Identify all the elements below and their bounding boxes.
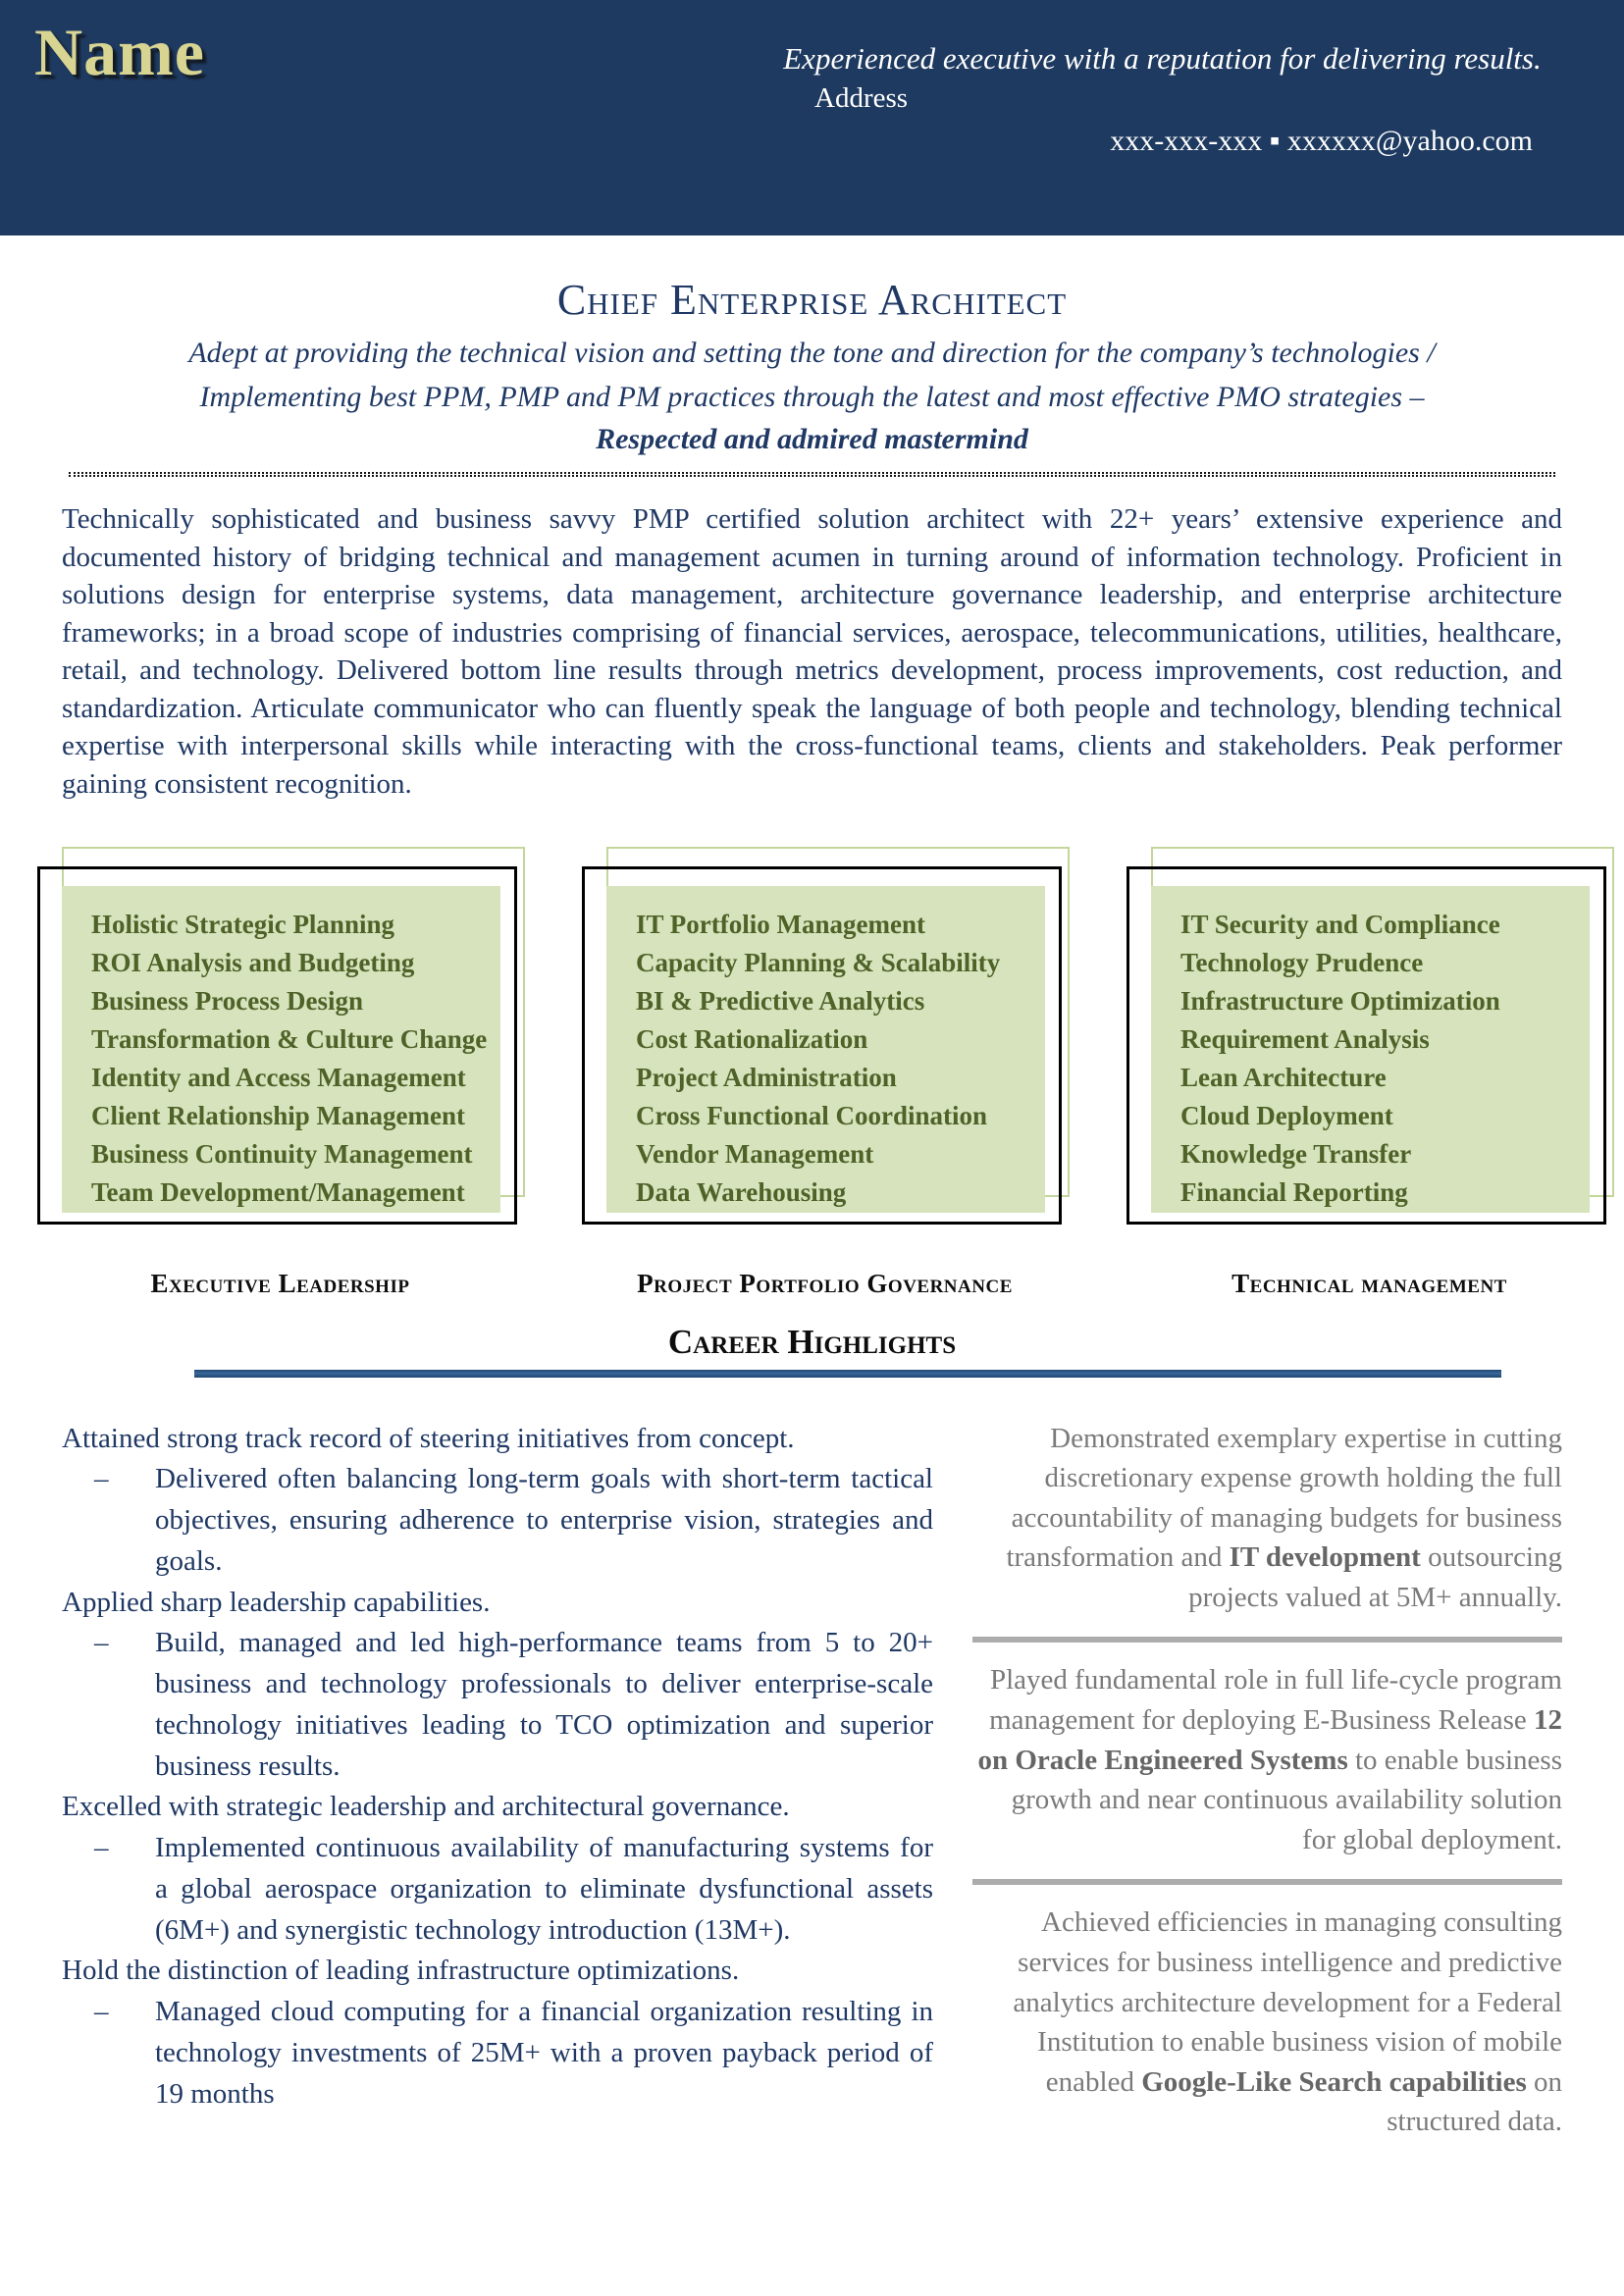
skill-list-panel xyxy=(606,886,1045,1213)
career-bullet-text: Implemented continuous availability of manufacturing systems for a global aerospace organization to eliminate dysfunctional assets (6M+) and synergistic technology introduction (13M+). xyxy=(155,1832,933,1946)
body-text: to enable business growth and near continuous availability solution for global deployment. xyxy=(1011,1744,1562,1855)
skill-item: Business Continuity Management xyxy=(91,1139,473,1170)
skill-list-panel xyxy=(62,886,500,1213)
skill-item: Holistic Strategic Planning xyxy=(91,909,394,939)
skill-list xyxy=(606,886,1045,1213)
page-header xyxy=(0,0,1624,235)
skill-box xyxy=(582,847,1068,1231)
address-line: Address xyxy=(814,82,909,114)
skills-column-executive-leadership xyxy=(37,847,523,1299)
emphasized-text: IT development xyxy=(1229,1541,1421,1574)
skill-item: BI & Predictive Analytics xyxy=(636,985,925,1016)
gray-column-divider xyxy=(972,1879,1562,1885)
career-bullet-item xyxy=(62,1828,933,1951)
skills-label-technical-management: Technical management xyxy=(1231,1268,1507,1298)
career-bullet-text: Managed cloud computing for a financial organization resulting in technology investments of 25M+ with a proven payback period of 19 months xyxy=(155,1996,933,2110)
emphasized-text: Google-Like Search capabilities xyxy=(1141,2065,1527,2098)
tagline: Experienced executive with a reputation for delivering results. xyxy=(783,41,1542,76)
skill-item: Knowledge Transfer xyxy=(1180,1139,1412,1170)
career-right-column xyxy=(972,1419,1562,2143)
skill-list-panel xyxy=(1151,886,1590,1213)
skill-item: Financial Reporting xyxy=(1180,1177,1408,1208)
career-left-column xyxy=(62,1419,933,2143)
career-bullet-item xyxy=(62,1459,933,1582)
career-bullet-item xyxy=(62,1992,933,2114)
career-right-block xyxy=(972,1419,1562,1618)
skill-item: Capacity Planning & Scalability xyxy=(636,947,1001,977)
skills-label-executive-leadership: Executive Leadership xyxy=(150,1268,410,1298)
career-bullet-text: Delivered often balancing long-term goals with short-term tactical objectives, ensuring adherence to enterprise vision, strategies and goals. xyxy=(155,1463,933,1577)
skill-item: Cloud Deployment xyxy=(1180,1101,1393,1131)
emphasized-text: 12 on Oracle Engineered Systems xyxy=(977,1704,1562,1776)
skill-item: Lean Architecture xyxy=(1180,1063,1387,1093)
career-bullet-item xyxy=(62,1623,933,1787)
skill-item: Client Relationship Management xyxy=(91,1101,465,1131)
body-text: on structured data. xyxy=(1387,2065,1562,2138)
bullet-dash: – xyxy=(94,1832,109,1863)
subtitle xyxy=(0,331,1624,419)
skill-item: Vendor Management xyxy=(636,1139,874,1170)
skill-item: Identity and Access Management xyxy=(91,1063,466,1093)
skill-item: Data Warehousing xyxy=(636,1177,847,1208)
candidate-name: Name xyxy=(34,15,205,89)
skill-item: Transformation & Culture Change xyxy=(91,1023,488,1054)
skill-item: Requirement Analysis xyxy=(1180,1023,1430,1054)
gray-column-divider xyxy=(972,1637,1562,1643)
skill-item: Cost Rationalization xyxy=(636,1023,868,1054)
skills-section xyxy=(0,804,1624,1299)
subtitle-line-2: Implementing best PPM, PMP and PM practices through the latest and most effective PMO strategies – xyxy=(199,381,1425,413)
career-lead-line: Applied sharp leadership capabilities. xyxy=(62,1586,491,1618)
skill-item: Technology Prudence xyxy=(1180,947,1424,977)
skills-label-project-portfolio-governance: Project Portfolio Governance xyxy=(637,1268,1013,1298)
skills-column-project-portfolio-governance xyxy=(582,847,1068,1299)
career-lead-line: Attained strong track record of steering initiatives from concept. xyxy=(62,1422,795,1454)
career-bullet-text: Build, managed and led high-performance teams from 5 to 20+ business and technology professionals to deliver enterprise-scale technology initiatives leading to TCO optimization and superior business results. xyxy=(155,1627,933,1782)
bullet-dash: – xyxy=(94,1996,109,2027)
job-title: Chief Enterprise Architect xyxy=(556,276,1068,324)
career-right-block xyxy=(972,1903,1562,2142)
skill-item: Team Development/Management xyxy=(91,1177,465,1208)
skill-item: Cross Functional Coordination xyxy=(636,1101,988,1131)
career-highlights-heading: Career Highlights xyxy=(667,1322,957,1361)
skill-item: IT Security and Compliance xyxy=(1180,909,1500,939)
skill-item: IT Portfolio Management xyxy=(636,909,925,939)
phone-email-line: xxx-xxx-xxx ▪ xxxxxx@yahoo.com xyxy=(1110,125,1533,157)
career-lead-line: Excelled with strategic leadership and architectural governance. xyxy=(62,1791,790,1823)
bullet-dash: – xyxy=(94,1627,109,1659)
body-text: Demonstrated exemplary expertise in cutting discretionary expense growth holding the full accountability of managing budgets for business transformation and xyxy=(1006,1422,1562,1574)
skill-item: Infrastructure Optimization xyxy=(1180,985,1500,1016)
skill-item: Project Administration xyxy=(636,1063,897,1093)
subtitle-line-1: Adept at providing the technical vision and setting the tone and direction for the company’s technologies / xyxy=(188,337,1436,369)
skill-item: Business Process Design xyxy=(91,985,364,1016)
skill-list xyxy=(1151,886,1590,1213)
career-right-block xyxy=(972,1660,1562,1859)
professional-summary: Technically sophisticated and business savvy PMP certified solution architect with 22+ years’ extensive experience and documented history of bridging technical and management acumen in turning around of information technology. Proficient in solutions design for enterprise systems, data management, architecture governance leadership, and enterprise architecture frameworks; in a broad scope of industries comprising of financial services, aerospace, telecommunications, utilities, healthcare, retail, and technology. Delivered bottom line results through metrics development, process improvements, cost reduction, and standardization. Articulate communicator who can fluently speak the language of both people and technology, blending technical expertise with interpersonal skills while interacting with the cross-functional teams, clients and stakeholders. Peak performer gaining consistent recognition. xyxy=(62,503,1562,800)
skills-column-technical-management xyxy=(1126,847,1612,1299)
skill-box xyxy=(1126,847,1612,1231)
body-text: Achieved efficiencies in managing consulting services for business intelligence and predictive analytics architecture development for a Federal Institution to enable business vision of mobile enabled xyxy=(1013,1906,1562,2098)
dotted-divider xyxy=(69,472,1555,477)
career-heading-rule xyxy=(194,1370,1501,1378)
skill-list xyxy=(62,886,500,1213)
skill-box xyxy=(37,847,523,1231)
career-highlights-columns xyxy=(0,1378,1624,2143)
subtitle-emphasis: Respected and admired mastermind xyxy=(596,423,1028,455)
header-contact-block xyxy=(762,41,1562,235)
skill-item: ROI Analysis and Budgeting xyxy=(91,947,415,977)
body-text: outsourcing projects valued at 5M+ annually. xyxy=(1188,1541,1562,1613)
career-lead-line: Hold the distinction of leading infrastructure optimizations. xyxy=(62,1955,740,1987)
bullet-dash: – xyxy=(94,1463,109,1495)
body-text: Played fundamental role in full life-cycle program management for deploying E-Business Release xyxy=(989,1664,1562,1737)
